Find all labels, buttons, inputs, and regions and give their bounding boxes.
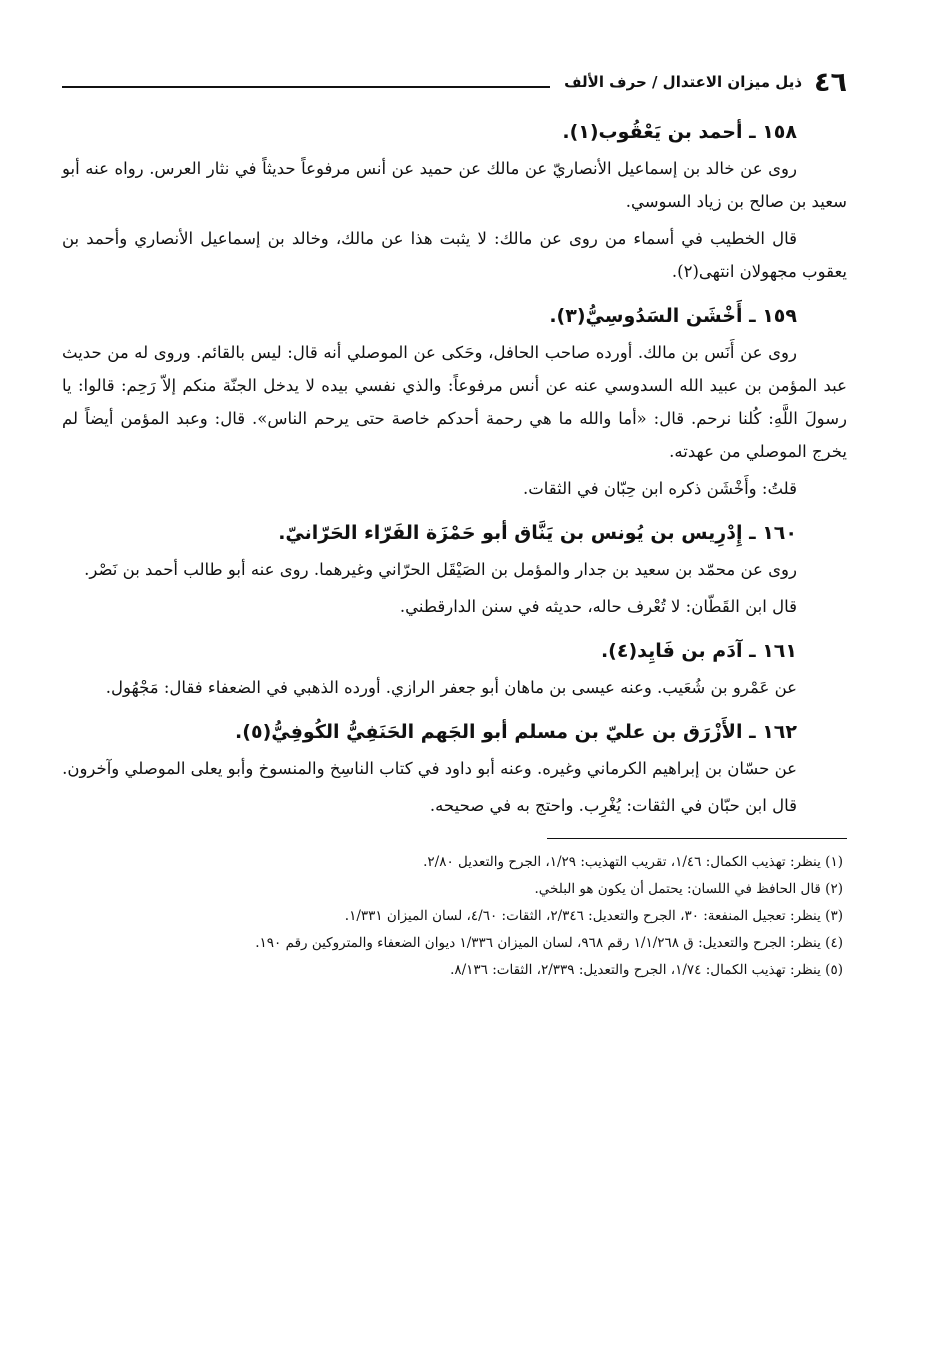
footnote-1: (١) ينظر: تهذيب الكمال: ١/٤٦، تقريب التهذيب: ١/٢٩، الجرح والتعديل ٢/٨٠. <box>423 854 843 870</box>
entry-title: ١٥٩ ـ أَخْشَن السَدُوسِيُّ(٣). <box>549 305 797 327</box>
footnote-3: (٣) ينظر: تعجيل المنفعة: ٣٠، الجرح والتعديل: ٢/٣٤٦، الثقات: ٤/٦٠، لسان الميزان ١/٣٣١. <box>344 908 843 924</box>
entry-paragraph: روى عن محمّد بن سعيد بن جدار والمؤمل بن الصَيْقَل الحرّاني وغيرهما. روى عنه أبو طالب أحمد بن نَصْر. <box>84 560 797 579</box>
entry-160 <box>62 513 847 623</box>
entry-paragraph: روى عن أَنَس بن مالك. أورده صاحب الحافل، وحَكى عن الموصلي أنه قال: ليس بالقائم. وروى له من حديث عبد المؤمن بن عبيد الله السدوسي عنه عن أنس مرفوعاً: والذي نفسي بيده لا يدخل الجنّة منكم إلاّ رَحِم: قالوا: يا رسولَ اللَّهِ: كُلنا نرحم. قال: «أما والله ما هي رحمة أحدكم خاصة حتى يرحم الناس». قال: وعبد المؤمن أيضاً لم يخرج الموصلي من عهدته. <box>62 343 847 461</box>
footnote-2: (٢) قال الحافظ في اللسان: يحتمل أن يكون هو البلخي. <box>534 881 843 897</box>
entry-paragraph: قال ابن حبّان في الثقات: يُغْرِب. واحتج به في صحيحه. <box>429 796 797 815</box>
entry-paragraph: روى عن خالد بن إسماعيل الأنصاريّ عن مالك عن حميد عن أنس مرفوعاً حديثاً في نثار العرس. رواه عنه أبو سعيد بن صالح بن زياد السوسي. <box>62 159 847 211</box>
entry-paragraph: قلتُ: وأَخْشَن ذكره ابن حِبّان في الثقات. <box>522 479 797 498</box>
entry-159 <box>62 296 847 505</box>
page-number: ٤٦ <box>814 66 847 98</box>
entry-title: ١٦٢ ـ الأَزْرَق بن عليّ بن مسلم أبو الجَهم الحَنَفِيُّ الكُوفِيُّ(٥). <box>235 721 797 743</box>
page-header <box>62 62 847 102</box>
book-page <box>62 62 847 984</box>
footnote-4: (٤) ينظر: الجرح والتعديل: ق ١/١/٢٦٨ رقم ٩٦٨، لسان الميزان ١/٣٣٦ ديوان الضعفاء والمتروكين رقم ١٩٠. <box>255 935 843 951</box>
entry-paragraph: عن حسّان بن إبراهيم الكرماني وغيره. وعنه أبو داود في كتاب الناسِخ والمنسوخ وأبو يعلى الموصلي وآخرون. <box>62 759 797 778</box>
entry-title: ١٦١ ـ آدَم بن فَايِد(٤). <box>600 640 797 662</box>
entry-paragraph: عن عَمْرو بن شُعَيب. وعنه عيسى بن ماهان أبو جعفر الرازي. أورده الذهبي في الضعفاء فقال: مَجْهُول. <box>105 678 797 697</box>
entry-title: ١٥٨ ـ أحمد بن يَعْقُوب(١). <box>562 121 797 143</box>
entry-paragraph: قال ابن القَطّان: لا تُعْرف حاله، حديثه في سنن الدارقطني. <box>399 597 797 616</box>
entry-161 <box>62 631 847 704</box>
header-rule <box>62 86 550 88</box>
running-title: ذيل ميزان الاعتدال / حرف الألف <box>564 73 803 91</box>
entry-158 <box>62 112 847 288</box>
entry-162 <box>62 712 847 822</box>
footnote-rule <box>547 838 847 839</box>
footnote-5: (٥) ينظر: تهذيب الكمال: ١/٧٤، الجرح والتعديل: ٢/٣٣٩، الثقات: ٨/١٣٦. <box>450 962 843 978</box>
footnotes <box>62 849 847 984</box>
entries <box>62 112 847 822</box>
entry-title: ١٦٠ ـ إِدْرِيس بن يُونس بن يَنَّاق أبو حَمْزَة الفَرّاء الحَرّانيّ. <box>278 522 797 544</box>
entry-paragraph: قال الخطيب في أسماء من روى عن مالك: لا يثبت هذا عن مالك، وخالد بن إسماعيل الأنصاري وأحمد بن يعقوب مجهولان انتهى(٢). <box>62 229 847 281</box>
